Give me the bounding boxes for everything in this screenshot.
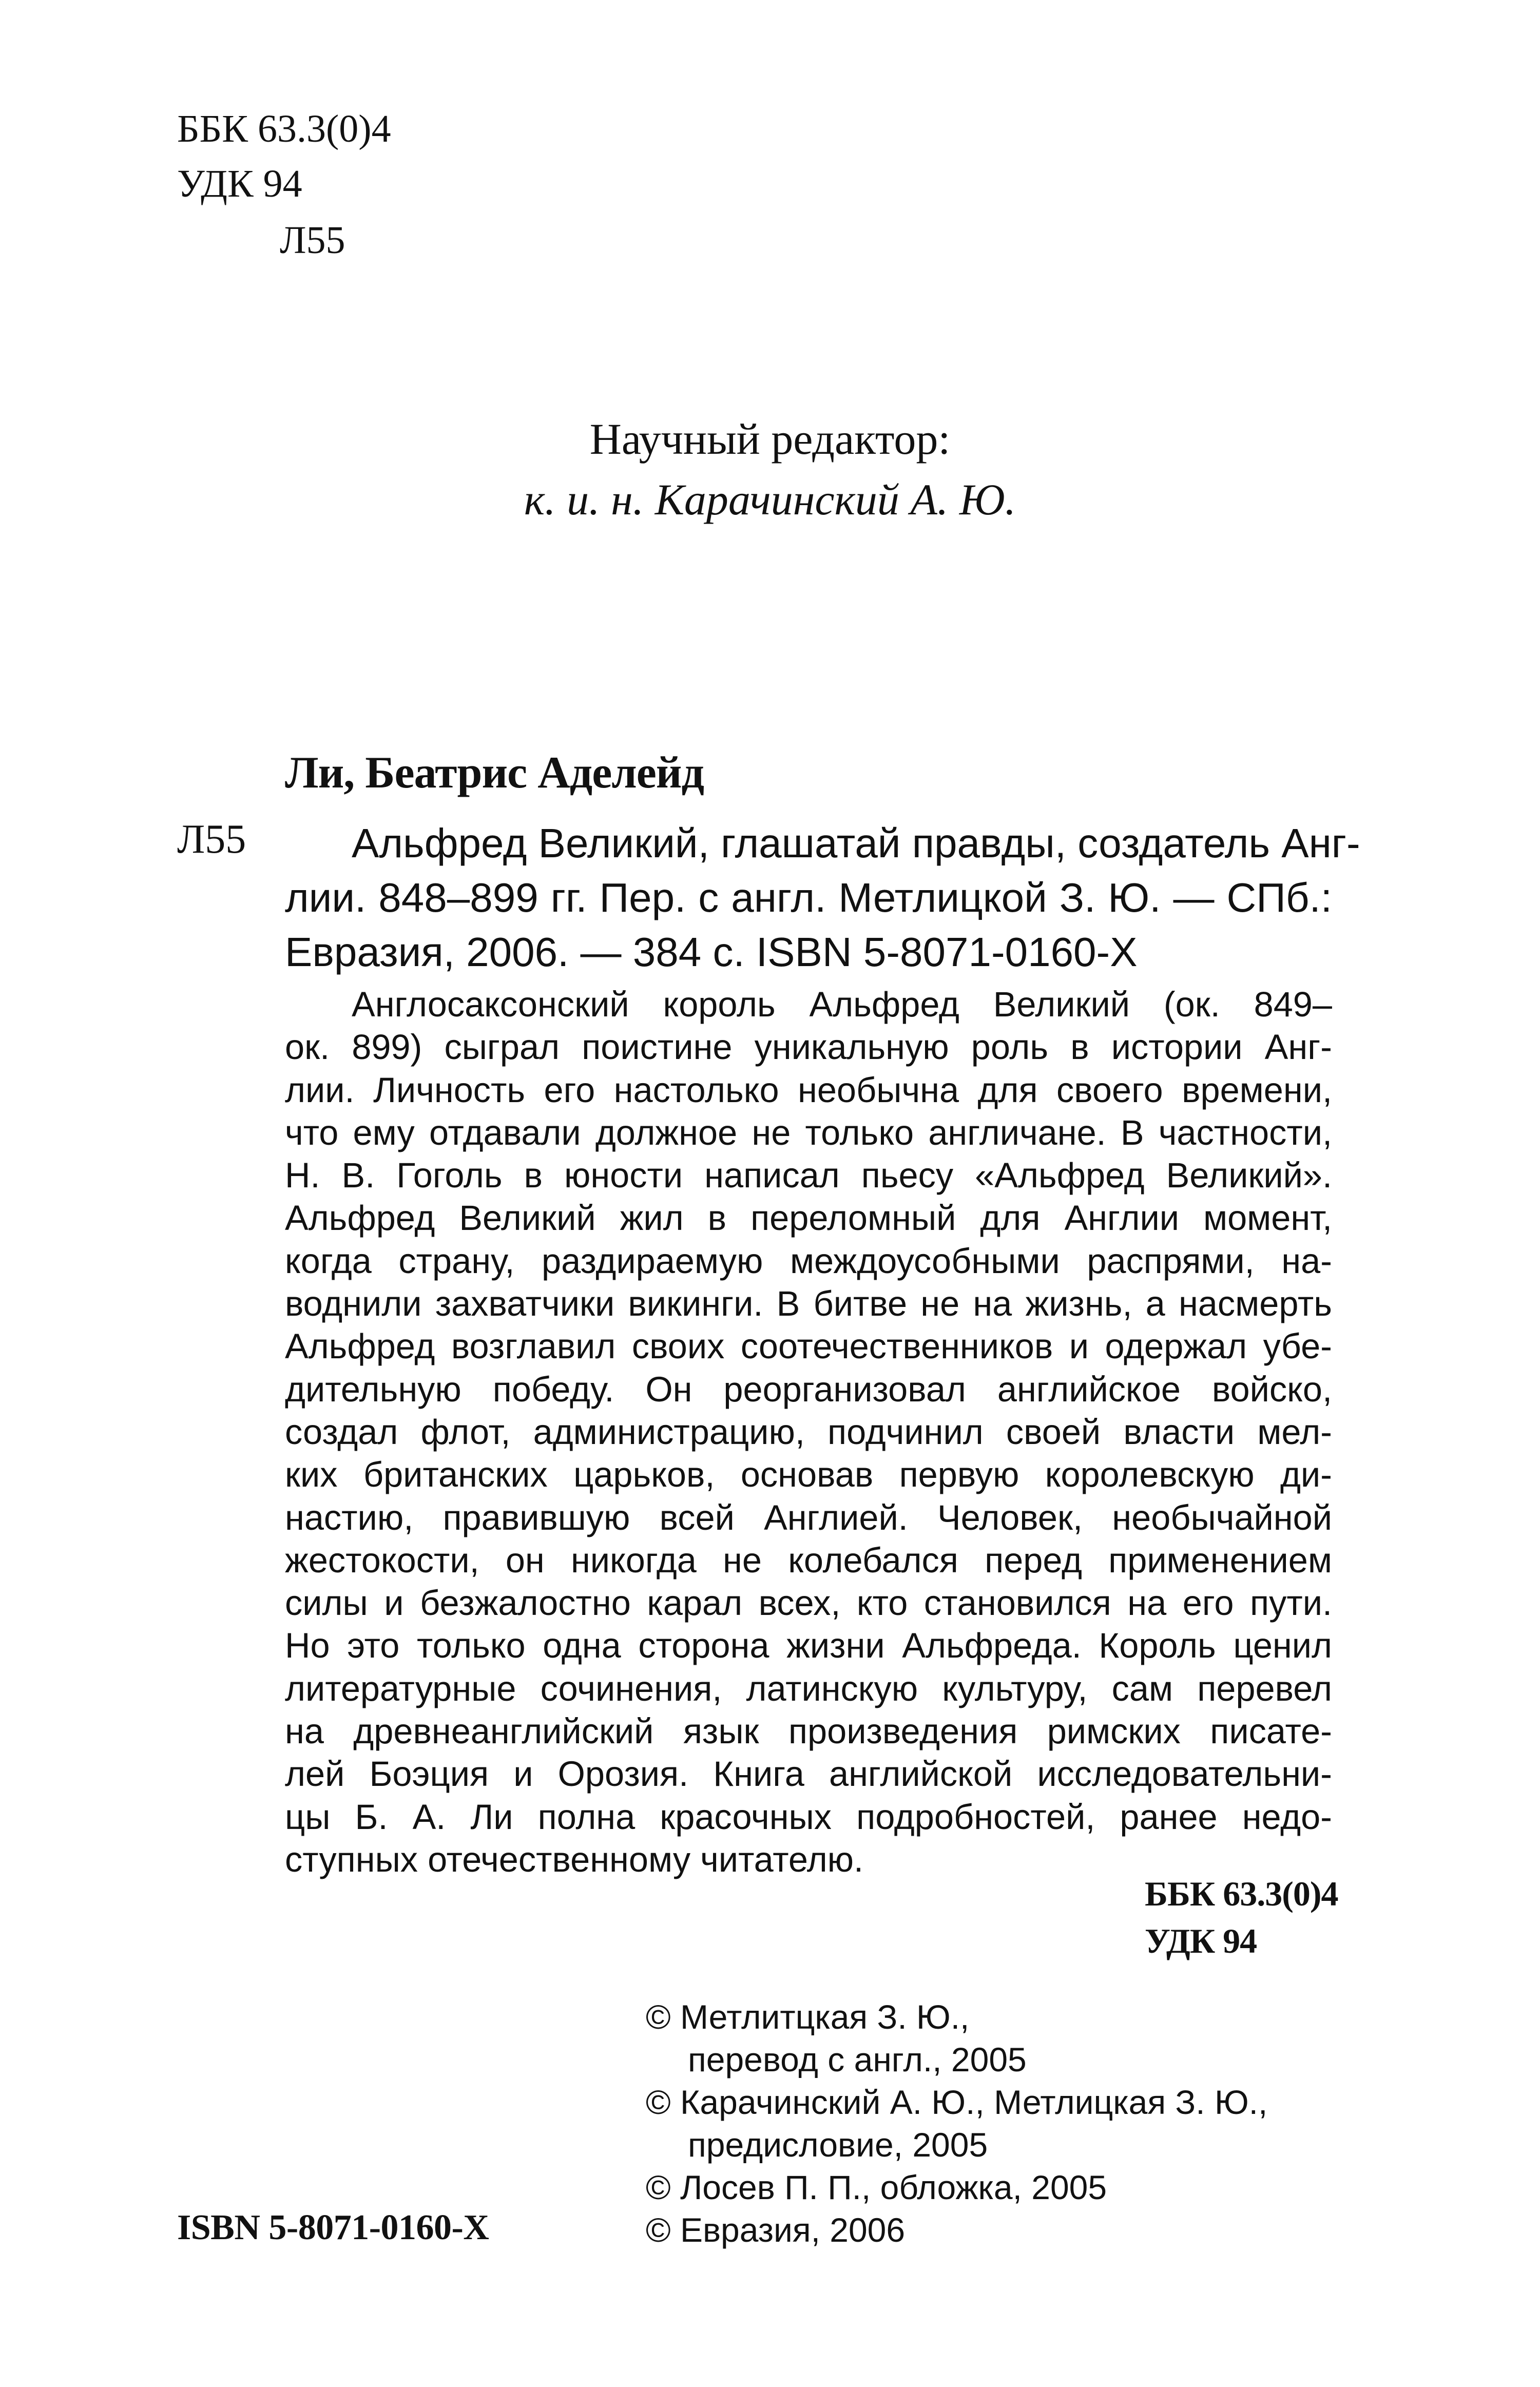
- copyright-line: © Лосев П. П., обложка, 2005: [646, 2168, 1107, 2206]
- copyright-line: © Карачинский А. Ю., Метлицкая З. Ю.,: [646, 2083, 1268, 2121]
- annotation-line: ких британских царьков, основав первую королевскую ди-: [285, 1455, 1332, 1495]
- annotation-line: создал флот, администрацию, подчинил своей власти мел-: [285, 1412, 1332, 1452]
- udk-code-top: УДК 94: [177, 162, 302, 205]
- copyright-line: перевод с англ., 2005: [688, 2040, 1027, 2078]
- annotation-line: дительную победу. Он реорганизовал английское войско,: [285, 1369, 1332, 1409]
- bbk-code-bottom: ББК 63.3(0)4: [1145, 1874, 1338, 1913]
- editor-label: Научный редактор:: [589, 414, 951, 464]
- annotation-line: воднили захватчики викинги. В битве не на жизнь, а насмерть: [285, 1284, 1332, 1324]
- editor-name: к. и. н. Карачинский А. Ю.: [524, 475, 1016, 524]
- author-code-top: Л55: [280, 219, 345, 262]
- annotation-line: на древнеанглийский язык произведения римских писате-: [285, 1711, 1332, 1751]
- annotation-line: лей Боэция и Орозия. Книга английской исследовательни-: [285, 1754, 1332, 1794]
- copyright-line: © Метлитцкая З. Ю.,: [646, 1998, 970, 2036]
- bibliographic-line: Евразия, 2006. — 384 с. ISBN 5-8071-0160-X: [285, 929, 1138, 975]
- annotation-line: лии. Личность его настолько необычна для своего времени,: [285, 1070, 1332, 1110]
- bibliographic-description: [285, 816, 1360, 979]
- annotation-line: ступных отечественному читателю.: [285, 1839, 864, 1879]
- annotation-line: ок. 899) сыграл поистине уникальную роль в истории Анг-: [285, 1027, 1332, 1067]
- annotation-line: силы и безжалостно карал всех, кто становился на его пути.: [285, 1583, 1332, 1623]
- annotation-line: Но это только одна сторона жизни Альфреда. Король ценил: [285, 1626, 1332, 1666]
- annotation-line: Альфред Великий жил в переломный для Англии момент,: [285, 1198, 1332, 1238]
- bibliographic-line: лии. 848–899 гг. Пер. с англ. Метлицкой З. Ю. — СПб.:: [285, 875, 1332, 920]
- copyright-block: [646, 1996, 1267, 2251]
- library-code: Л55: [177, 817, 246, 862]
- annotation-line: когда страну, раздираемую междоусобными распрями, на-: [285, 1241, 1332, 1281]
- isbn: ISBN 5-8071-0160-X: [177, 2208, 489, 2247]
- annotation-line: литературные сочинения, латинскую культуру, сам перевел: [285, 1668, 1332, 1708]
- annotation-line: настию, правившую всей Англией. Человек, необычайной: [285, 1497, 1332, 1537]
- copyright-line: © Евразия, 2006: [646, 2211, 906, 2249]
- annotation-line: цы Б. А. Ли полна красочных подробностей, ранее недо-: [285, 1797, 1332, 1837]
- bbk-code-top: ББК 63.3(0)4: [177, 107, 391, 150]
- annotation-line: Н. В. Гоголь в юности написал пьесу «Альфред Великий».: [285, 1156, 1332, 1196]
- annotation: [285, 983, 1332, 1881]
- copyright-line: предисловие, 2005: [688, 2126, 988, 2164]
- annotation-line: жестокости, он никогда не колебался перед применением: [285, 1540, 1332, 1580]
- author-heading: Ли, Беатрис Аделейд: [285, 748, 704, 798]
- annotation-line: Альфред возглавил своих соотечественников и одержал убе-: [285, 1326, 1332, 1366]
- udk-code-bottom: УДК 94: [1145, 1921, 1257, 1960]
- bibliographic-line: Альфред Великий, глашатай правды, создатель Анг-: [352, 820, 1360, 866]
- annotation-line: что ему отдавали должное не только англичане. В частности,: [285, 1112, 1332, 1152]
- annotation-line: Англосаксонский король Альфред Великий (ок. 849–: [352, 985, 1332, 1024]
